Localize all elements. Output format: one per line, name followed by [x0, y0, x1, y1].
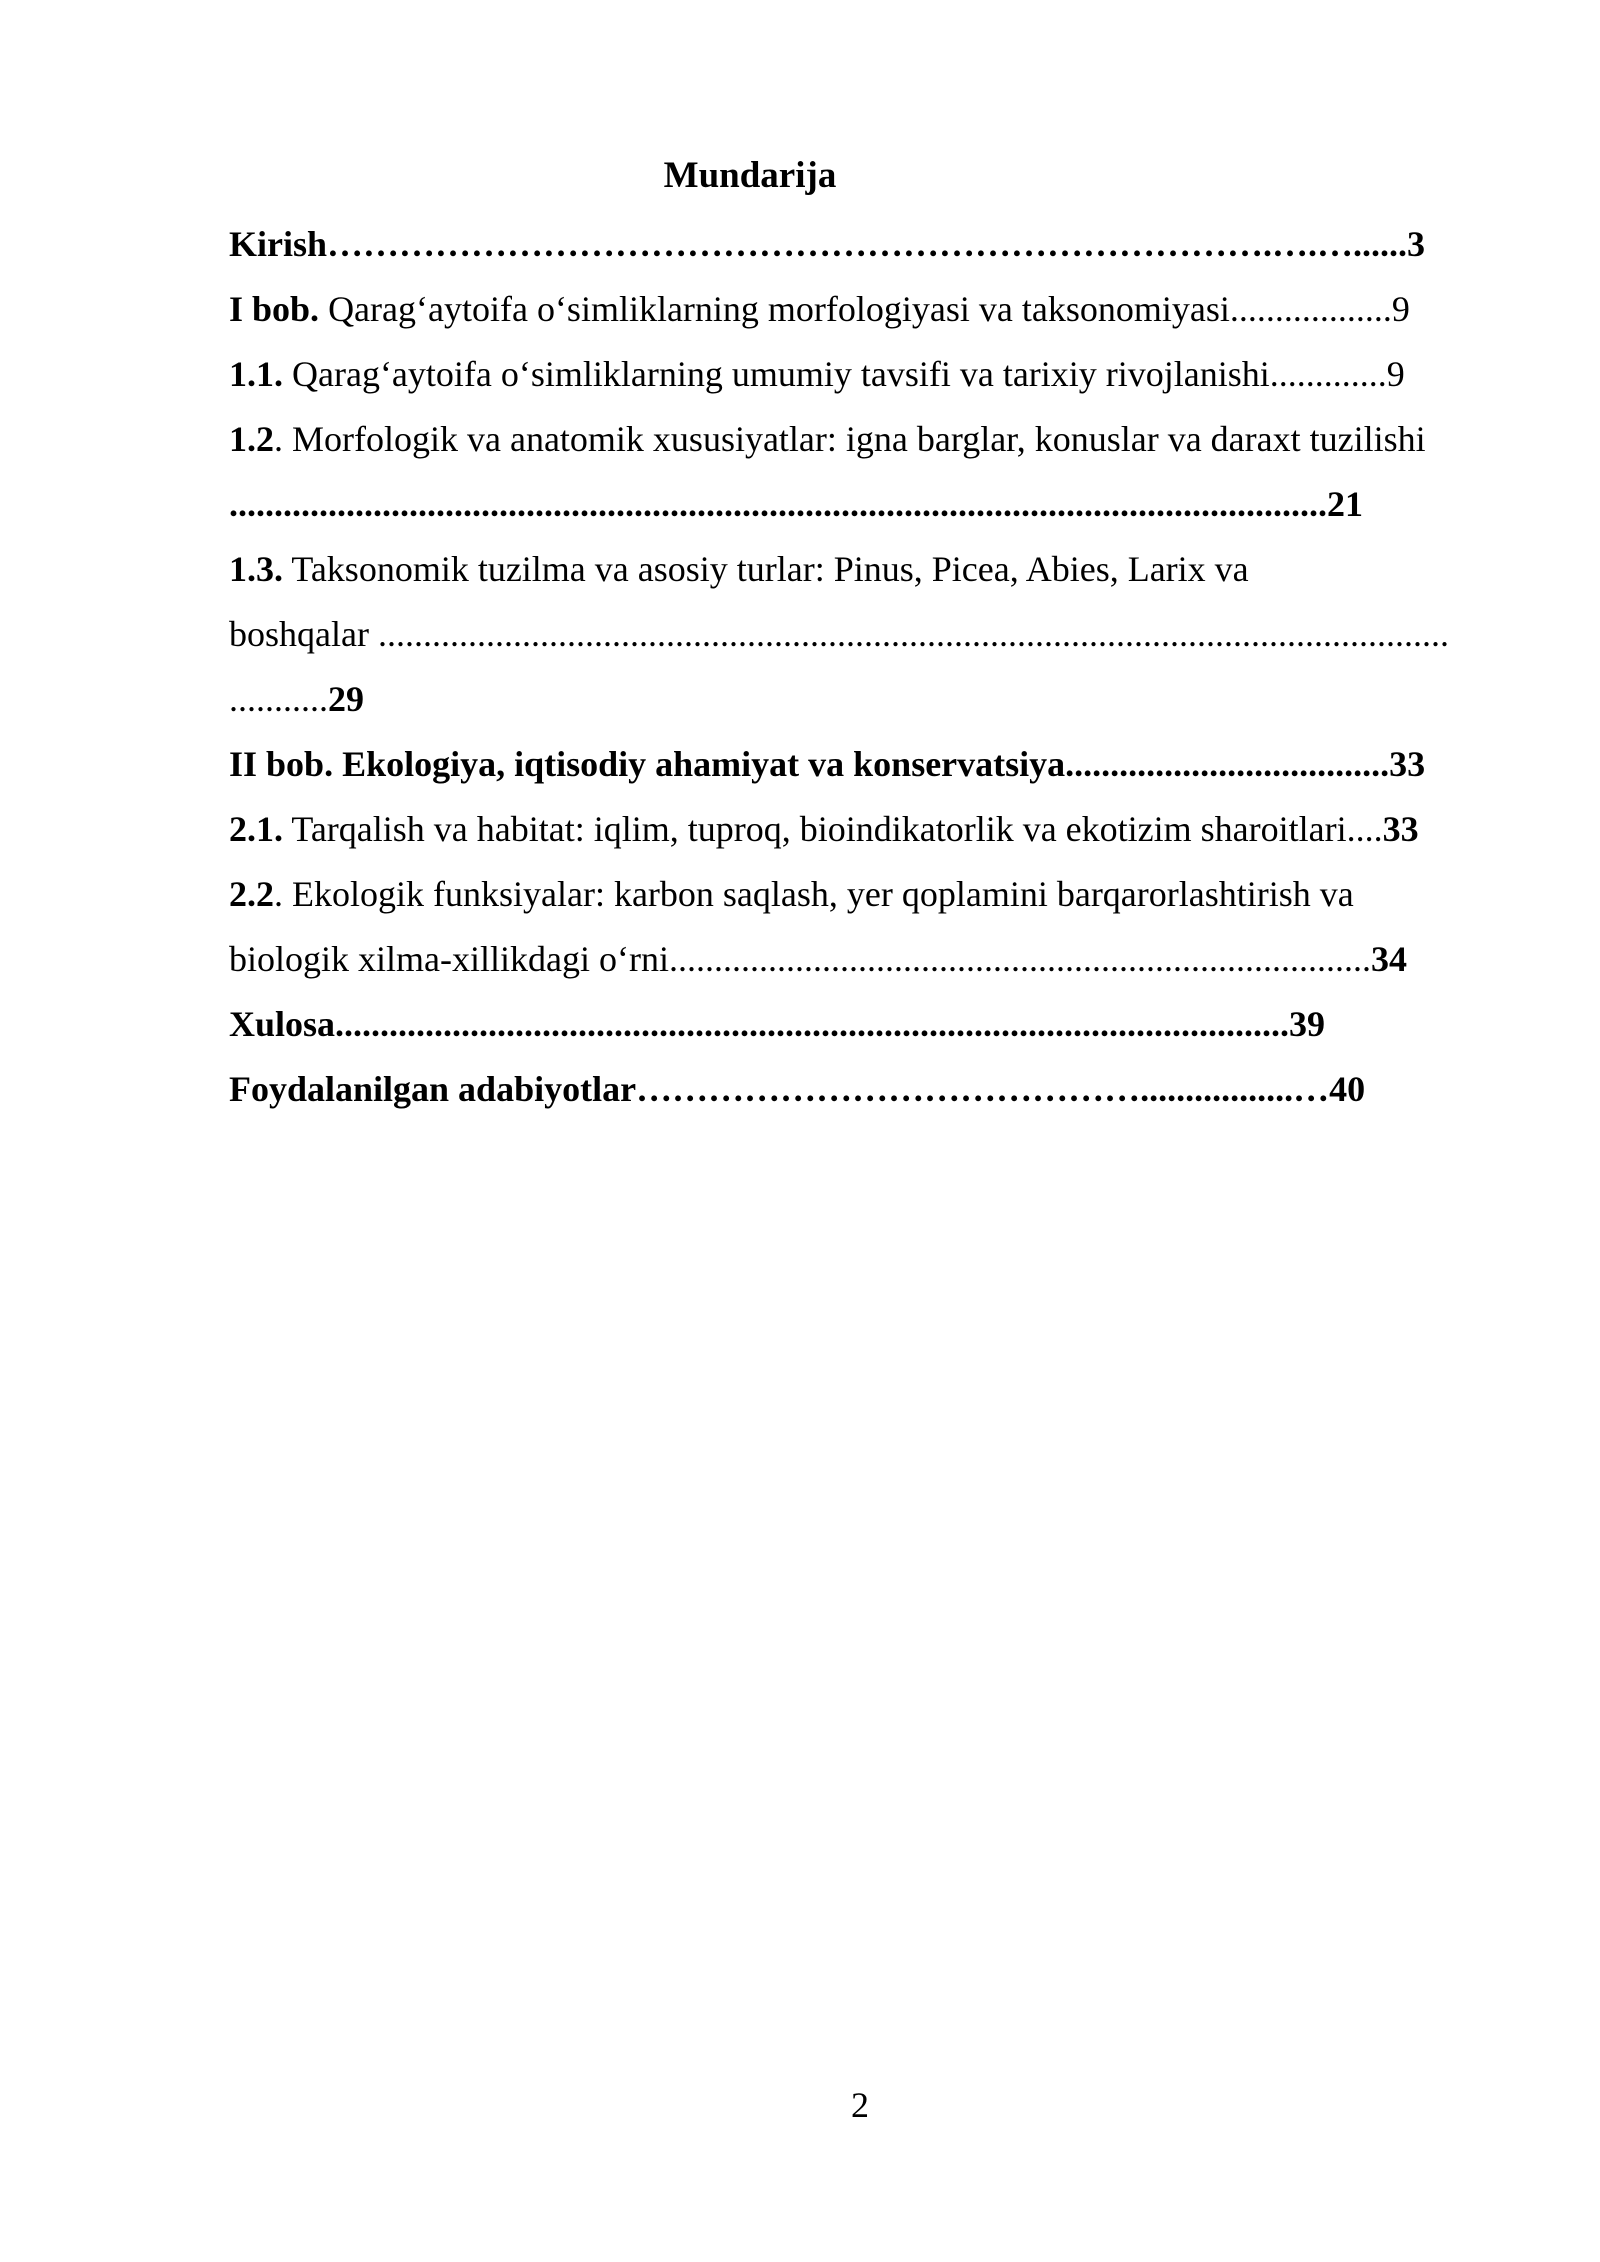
toc-entry-section-1-1[interactable]	[229, 342, 1487, 407]
toc-entry-label: II bob. Ekologiya, iqtisodiy ahamiyat va konservatsiya	[229, 744, 1066, 784]
toc-entry-adabiyotlar[interactable]	[229, 1057, 1487, 1122]
toc-page-number: 29	[328, 679, 364, 719]
toc-entry-prefix: 1.2	[229, 419, 274, 459]
toc-entry-label-continuation: biologik xilma-xillikdagi o‘rni	[229, 939, 669, 979]
toc-page-number: 21	[1327, 484, 1363, 524]
toc-entry-prefix: 1.3.	[229, 549, 283, 589]
toc-entry-label: Tarqalish va habitat: iqlim, tuproq, bioindikatorlik va ekotizim sharoitlari	[283, 809, 1347, 849]
toc-entry-section-1-3-page-line[interactable]	[229, 667, 1487, 732]
toc-leader: ..........................................................................................................................	[229, 484, 1327, 524]
toc-entry-label: Foydalanilgan adabiyotlar	[229, 1069, 637, 1109]
toc-entry-label: Xulosa	[229, 1004, 336, 1044]
toc-page-number: 33	[1382, 809, 1419, 849]
toc-entry-label: . Ekologik funksiyalar: karbon saqlash, yer qoplamini barqarorlashtirish va	[274, 874, 1354, 914]
toc-page-number: 34	[1370, 939, 1407, 979]
toc-leader: ....	[1346, 809, 1383, 849]
toc-entry-prefix: 1.1.	[229, 354, 283, 394]
toc-leader: ..................	[1229, 289, 1392, 329]
toc-leader: ....................................	[1065, 744, 1390, 784]
toc-leader: ..............................................................................	[668, 939, 1371, 979]
toc-page-number: 33	[1389, 744, 1426, 784]
toc-entry-label-continuation: boshqalar	[229, 614, 378, 654]
toc-entry-label: Kirish	[229, 224, 328, 264]
toc-entry-chapter-1[interactable]	[229, 277, 1487, 342]
toc-entry-chapter-2[interactable]	[229, 732, 1487, 797]
toc-leader: .......................................................................................................................	[377, 614, 1449, 654]
toc-leader: .............	[1269, 354, 1387, 394]
toc-entry-section-1-2-continuation[interactable]	[229, 472, 1487, 537]
toc-entry-kirish[interactable]	[229, 212, 1487, 277]
table-of-contents	[229, 212, 1487, 1122]
toc-page-number: 9	[1386, 354, 1405, 394]
toc-page-number: 40	[1329, 1069, 1366, 1109]
toc-entry-section-2-2[interactable]	[229, 862, 1487, 927]
toc-entry-xulosa[interactable]	[229, 992, 1487, 1057]
toc-entry-label: Taksonomik tuzilma va asosiy turlar: Pinus, Picea, Abies, Larix va	[283, 549, 1249, 589]
toc-leader: …………………………………………………………………….….…......	[327, 224, 1408, 264]
toc-leader: ..........................................................................................................	[335, 1004, 1290, 1044]
toc-entry-prefix: I bob.	[229, 289, 320, 329]
toc-entry-prefix: 2.2	[229, 874, 274, 914]
page-footer-number: 2	[851, 2085, 869, 2125]
toc-entry-section-1-3-continuation[interactable]	[229, 602, 1487, 667]
toc-leader: ...........	[229, 679, 328, 719]
toc-page-number: 39	[1289, 1004, 1326, 1044]
toc-entry-label: Qarag‘aytoifa o‘simliklarning morfologiyasi va taksonomiyasi	[319, 289, 1230, 329]
toc-entry-section-2-1[interactable]	[229, 797, 1487, 862]
toc-leader: …………………………………….................…	[636, 1069, 1330, 1109]
toc-page-number: 9	[1391, 289, 1410, 329]
toc-entry-prefix: 2.1.	[229, 809, 283, 849]
toc-title: Mundarija	[663, 155, 837, 196]
toc-entry-label: . Morfologik va anatomik xususiyatlar: igna barglar, konuslar va daraxt tuzilishi	[274, 419, 1426, 459]
toc-entry-section-2-2-continuation[interactable]	[229, 927, 1487, 992]
toc-entry-section-1-2[interactable]	[229, 407, 1487, 472]
toc-entry-section-1-3[interactable]	[229, 537, 1487, 602]
toc-entry-label: Qarag‘aytoifa o‘simliklarning umumiy tavsifi va tarixiy rivojlanishi	[283, 354, 1270, 394]
toc-page-number: 3	[1407, 224, 1426, 264]
